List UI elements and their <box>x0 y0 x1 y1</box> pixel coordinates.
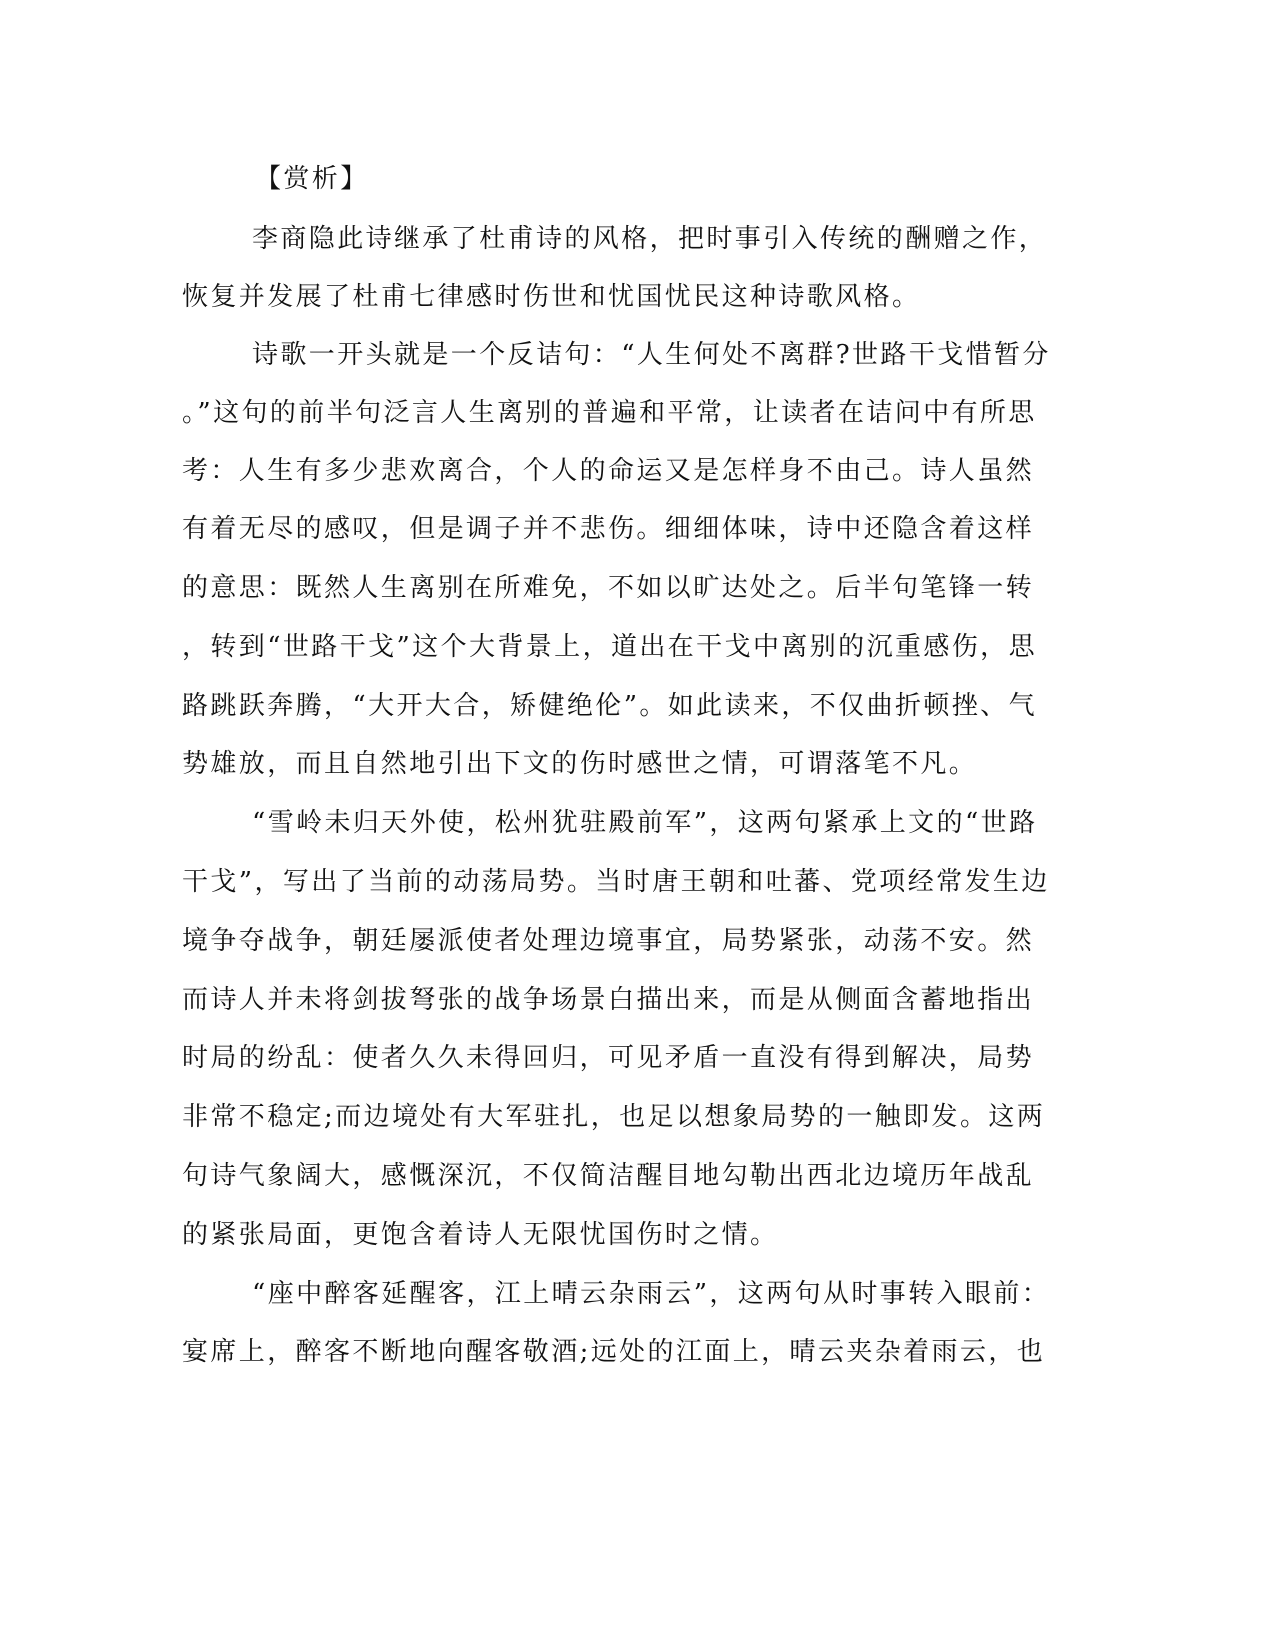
paragraph-3-line-4: 而诗人并未将剑拔弩张的战争场景白描出来，而是从侧面含蓄地指出 <box>182 985 1035 1015</box>
paragraph-3-line-7: 句诗气象阔大，感慨深沉，不仅简洁醒目地勾勒出西北边境历年战乱 <box>182 1161 1035 1191</box>
section-heading: 【赏析】 <box>255 164 369 194</box>
paragraph-2-line-2: 。”这句的前半句泛言人生离别的普遍和平常，让读者在诘问中有所思 <box>182 398 1037 428</box>
paragraph-3-line-5: 时局的纷乱：使者久久未得回归，可见矛盾一直没有得到解决，局势 <box>182 1043 1035 1073</box>
paragraph-2-line-1: 诗歌一开头就是一个反诘句：“人生何处不离群?世路干戈惜暂分 <box>252 340 1051 370</box>
paragraph-1-line-1: 李商隐此诗继承了杜甫诗的风格，把时事引入传统的酬赠之作， <box>252 224 1048 254</box>
paragraph-3-line-3: 境争夺战争，朝廷屡派使者处理边境事宜，局势紧张，动荡不安。然 <box>182 926 1035 956</box>
paragraph-2-line-7: 路跳跃奔腾，“大开大合，矫健绝伦”。如此读来，不仅曲折顿挫、气 <box>182 691 1037 721</box>
paragraph-2-line-5: 的意思：既然人生离别在所难免，不如以旷达处之。后半句笔锋一转 <box>182 573 1035 603</box>
paragraph-2-line-3: 考：人生有多少悲欢离合，个人的命运又是怎样身不由己。诗人虽然 <box>182 456 1035 486</box>
paragraph-2-line-4: 有着无尽的感叹，但是调子并不悲伤。细细体味，诗中还隐含着这样 <box>182 514 1035 544</box>
paragraph-4-line-1: “座中醉客延醒客，江上晴云杂雨云”，这两句从时事转入眼前： <box>252 1279 1051 1309</box>
paragraph-3-line-1: “雪岭未归天外使，松州犹驻殿前军”，这两句紧承上文的“世路 <box>252 808 1038 838</box>
paragraph-2-line-6: ，转到“世路干戈”这个大背景上，道出在干戈中离别的沉重感伤，思 <box>182 632 1037 662</box>
paragraph-3-line-8: 的紧张局面，更饱含着诗人无限忧国伤时之情。 <box>182 1220 779 1250</box>
paragraph-3-line-2: 干戈”，写出了当前的动荡局势。当时唐王朝和吐蕃、党项经常发生边 <box>182 867 1050 897</box>
paragraph-4-line-2: 宴席上，醉客不断地向醒客敬酒;远处的江面上，晴云夹杂着雨云，也 <box>182 1337 1046 1367</box>
paragraph-2-line-8: 势雄放，而且自然地引出下文的伤时感世之情，可谓落笔不凡。 <box>182 749 978 779</box>
paragraph-1-line-2: 恢复并发展了杜甫七律感时伤世和忧国忧民这种诗歌风格。 <box>182 282 921 312</box>
paragraph-3-line-6: 非常不稳定;而边境处有大军驻扎，也足以想象局势的一触即发。这两 <box>182 1102 1046 1132</box>
